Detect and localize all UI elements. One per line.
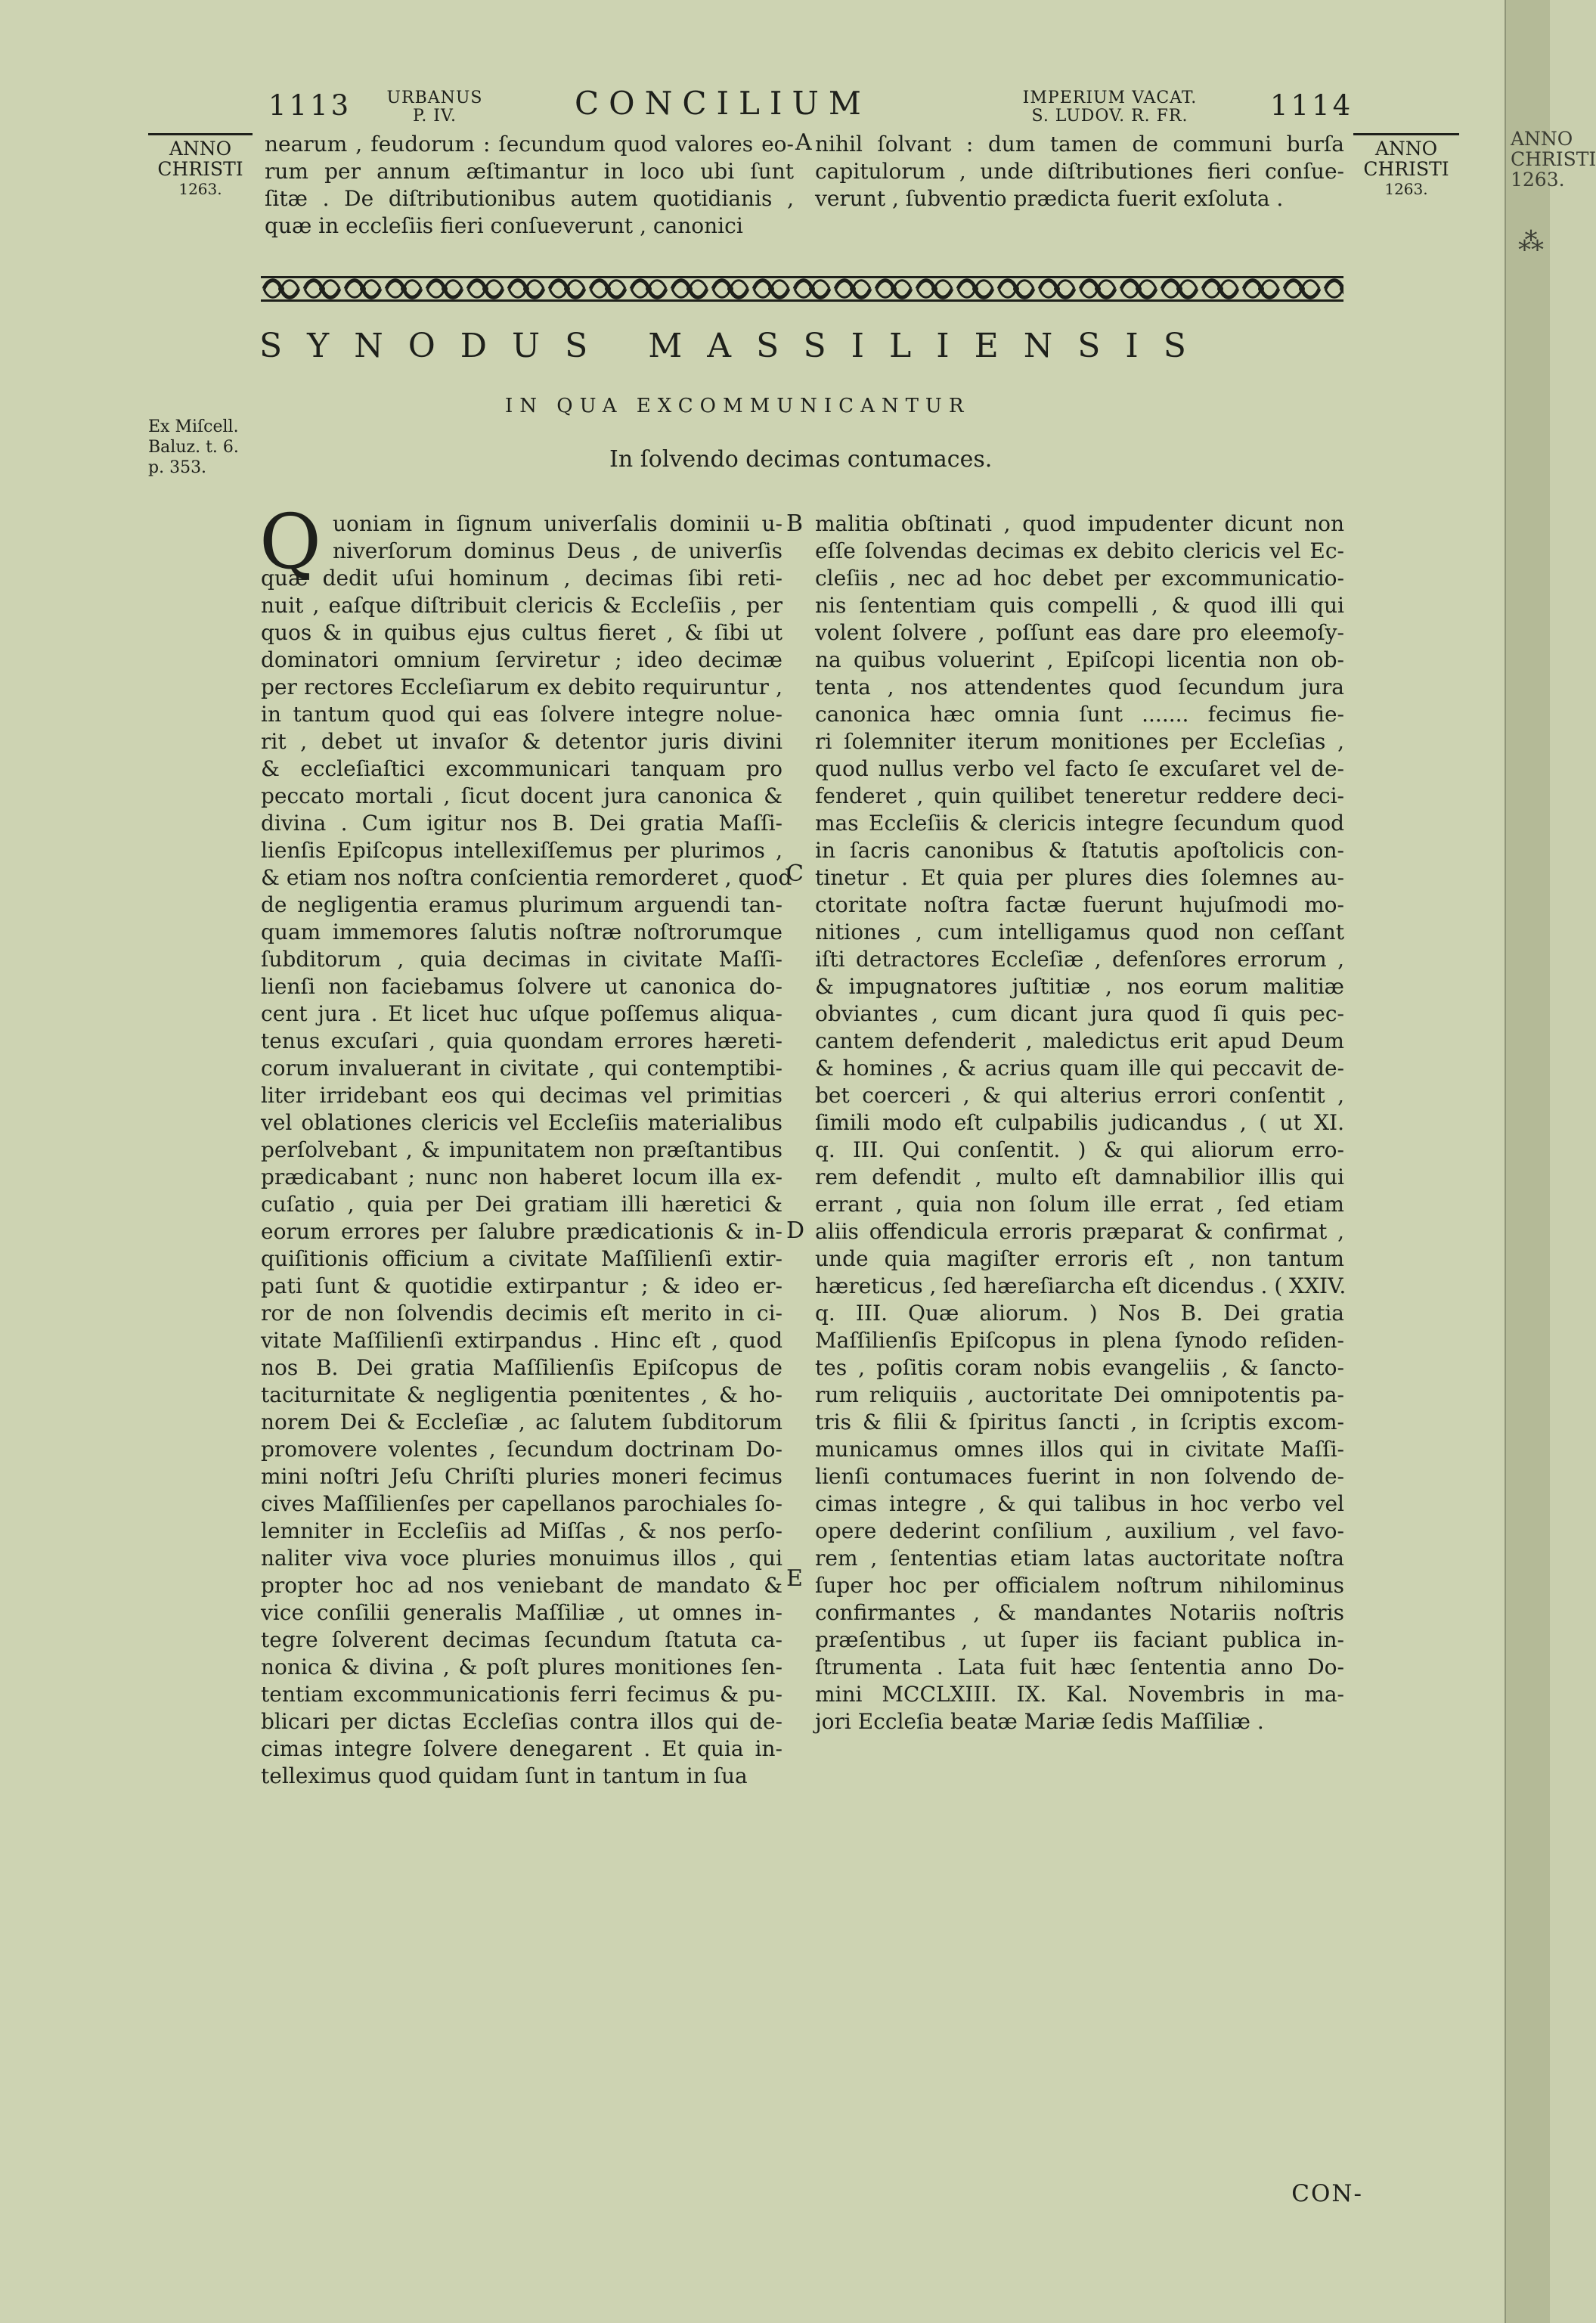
text-line: quæ dedit uſui hominum , decimas ſibi reti- xyxy=(261,566,783,591)
text-line: & homines , & acrius quam ille qui peccavit de- xyxy=(815,1056,1344,1081)
text-line: cuſatio , quia per Dei gratiam illi hæretici & xyxy=(261,1192,783,1217)
text-line: pati ſunt & quotidie extirpantur ; & ideo er- xyxy=(261,1273,783,1298)
header-center-title: CONCILIUM xyxy=(575,85,871,122)
text-line: in tantum quod qui eas ſolvere integre nolue- xyxy=(261,702,783,727)
text-line: norem Dei & Eccleſiæ , ac ſalutem ſubditorum xyxy=(261,1410,783,1434)
text-line: ſubditorum , quia decimas in civitate Maſſi- xyxy=(261,947,783,972)
text-line: rit , debet ut invaſor & detentor juris divini xyxy=(261,729,783,754)
text-line: q. III. Qui conſentit. ) & qui aliorum erro- xyxy=(815,1137,1344,1162)
text-line: rum reliquiis , auctoritate Dei omnipotentis pa- xyxy=(815,1382,1344,1407)
text-line: uoniam in ſignum univerſalis dominii u- xyxy=(333,511,783,536)
text-line: prædicabant ; nunc non haberet locum illa ex- xyxy=(261,1165,783,1189)
text-line: tegre ſolverent decimas ſecundum ſtatuta ca- xyxy=(261,1627,783,1652)
text-line: aliis offendicula erroris præparat & confirmat , xyxy=(815,1219,1344,1244)
text-line: tris & filii & ſpiritus ſancti , in ſcriptis excom- xyxy=(815,1410,1344,1434)
text-line: na quibus voluerint , Epiſcopi licentia non ob- xyxy=(815,647,1344,672)
text-line: promovere volentes , ſecundum doctrinam Do- xyxy=(261,1437,783,1462)
text-line: peccato mortali , ſicut docent jura canonica & xyxy=(261,783,783,808)
text-line: vel oblationes clericis vel Eccleſiis materialibus xyxy=(261,1110,783,1135)
text-line: cimas integre ſolvere denegarent . Et quia in- xyxy=(261,1736,783,1761)
text-line: cives Maſſilienſes per capellanos parochiales ſo- xyxy=(261,1491,783,1516)
text-line: ſtrumenta . Lata fuit hæc ſententia anno Do- xyxy=(815,1655,1344,1679)
synod-subtitle: IN QUA EXCOMMUNICANTUR xyxy=(505,395,971,417)
text-line: cimas integre , & qui talibus in hoc verbo vel xyxy=(815,1491,1344,1516)
text-line: telleximus quod quidam ſunt in tantum in ſua xyxy=(261,1763,748,1788)
catchword: CON- xyxy=(1291,2180,1363,2207)
text-line: iſti detractores Eccleſiæ , defenſores errorum , xyxy=(815,947,1344,972)
text-line: rem defendit , multo eſt damnabilior illis qui xyxy=(815,1165,1344,1189)
margin-letter-e: E xyxy=(786,1565,803,1592)
main-right-column xyxy=(815,510,1347,1735)
text-line: taciturnitate & negligentia pœnitentes , & ho- xyxy=(261,1382,783,1407)
ornamental-band xyxy=(261,274,1343,303)
text-line: obviantes , cum dicant jura quod ſi quis pec- xyxy=(815,1001,1344,1026)
text-line: cent jura . Et licet huc uſque poſſemus aliqua- xyxy=(261,1001,783,1026)
text-line: malitia obſtinati , quod impudenter dicunt non xyxy=(815,511,1344,536)
text-line: ctoritate noſtra factæ fuerunt hujuſmodi mo- xyxy=(815,892,1344,917)
text-line: ſimili modo eſt culpabilis judicandus , ( ut XI. xyxy=(815,1110,1344,1135)
text-line: nonica & divina , & poſt plures monitiones ſen- xyxy=(261,1655,783,1679)
text-line: vitate Maſſilienſi extirpandus . Hinc eſt , quod xyxy=(261,1328,783,1353)
text-line: quam immemores ſalutis noſtræ noſtrorumque xyxy=(261,920,783,944)
facing-page-year-note: ANNO CHRISTI 1263. xyxy=(1511,128,1596,191)
text-line: perſolvebant , & impunitatem non præſtantibus xyxy=(261,1137,783,1162)
text-line: & eccleſiaſtici excommunicari tanquam pro xyxy=(261,756,783,781)
text-line: præſentibus , ut ſuper iis faciant publica in- xyxy=(815,1627,1344,1652)
page-number-left: 1113 xyxy=(268,89,352,122)
header-left-title: URBANUS P. IV. xyxy=(386,88,483,126)
text-line: propter hoc ad nos veniebant de mandato & xyxy=(261,1573,783,1598)
text-line: per rectores Eccleſiarum ex debito requiruntur , xyxy=(261,675,783,699)
margin-letter-c: C xyxy=(786,861,804,887)
text-line: mini MCCLXIII. IX. Kal. Novembris in ma- xyxy=(815,1682,1344,1707)
text-line: quos & in quibus ejus cultus fieret , & ſibi ut xyxy=(261,620,783,645)
synod-subtitle-italic: In ſolvendo decimas contumaces. xyxy=(609,446,993,473)
text-line: q. III. Quæ aliorum. ) Nos B. Dei gratia xyxy=(815,1301,1344,1326)
facing-page-mark: ⁂ xyxy=(1518,227,1544,257)
text-line: municamus omnes illos qui in civitate Maſſi- xyxy=(815,1437,1344,1462)
text-line: ror de non ſolvendis decimis eſt merito in ci- xyxy=(261,1301,783,1326)
text-line: hæreticus , ſed hæreſiarcha eſt dicendus . ( XXIV. xyxy=(815,1273,1347,1298)
text-line: nuit , eaſque diſtribuit clericis & Eccleſiis , per xyxy=(261,593,783,618)
text-line: jori Eccleſia beatæ Mariæ ſedis Maſſiliæ . xyxy=(815,1709,1264,1734)
text-line: errant , quia non ſolum ille errat , ſed etiam xyxy=(815,1192,1344,1217)
text-line: mini noſtri Jeſu Chriſti pluries moneri fecimus xyxy=(261,1464,783,1489)
text-line: de negligentia eramus plurimum arguendi tan- xyxy=(261,892,783,917)
text-line: tenus excuſari , quia quondam errores hæreti- xyxy=(261,1028,783,1053)
continuation-left-column: nearum , feudorum : ſecundum quod valores eo- rum per annum æſtimantur in loco ubi ſunt ſitæ . De diſtributionibus autem quotidianis , quæ in eccleſiis fieri conſueverunt , canonici xyxy=(265,132,794,238)
header-right-title: IMPERIUM VACAT. S. LUDOV. R. FR. xyxy=(1022,88,1198,126)
text-line: eſſe ſolvendas decimas ex debito clericis vel Ec- xyxy=(815,538,1344,563)
margin-letter-a: A xyxy=(795,129,812,156)
main-left-column xyxy=(259,498,792,1790)
page-number-right: 1114 xyxy=(1270,89,1354,122)
text-line: ſuper hoc per officialem noſtrum nihilominus xyxy=(815,1573,1344,1598)
text-line: lienſi non faciebamus ſolvere ut canonica do- xyxy=(261,974,783,999)
margin-letter-d: D xyxy=(786,1217,805,1244)
text-line: tentiam excommunicationis ferri fecimus & pu- xyxy=(261,1682,783,1707)
text-line: tes , poſitis coram nobis evangeliis , & ſancto- xyxy=(815,1355,1344,1380)
synod-title: SYNODUS MASSILIENSIS xyxy=(259,327,1211,365)
text-line: tinetur . Et quia per plures dies ſolemnes au- xyxy=(815,865,1344,890)
text-line: bet coerceri , & qui alterius errori conſentit , xyxy=(815,1083,1344,1108)
text-line: rem , ſententias etiam latas auctoritate noſtra xyxy=(815,1546,1344,1571)
text-line: naliter viva voce pluries monuimus illos , qui xyxy=(261,1546,783,1571)
left-year-note: ANNO CHRISTI 1263. xyxy=(148,133,253,200)
text-line: confirmantes , & mandantes Notariis noſtris xyxy=(815,1600,1344,1625)
text-line: nos B. Dei gratia Maſſilienſis Epiſcopus de xyxy=(261,1355,783,1380)
text-line: quod nullus verbo vel facto ſe excuſaret vel de- xyxy=(815,756,1344,781)
source-reference-note: Ex Miſcell. Baluz. t. 6. p. 353. xyxy=(148,417,239,477)
text-line: blicari per dictas Eccleſias contra illos qui de- xyxy=(261,1709,783,1734)
text-line: tenta , nos attendentes quod ſecundum jura xyxy=(815,675,1344,699)
text-line: niverſorum dominus Deus , de univerſis xyxy=(333,538,783,563)
drop-cap: Q xyxy=(259,498,321,586)
year-rule xyxy=(1353,133,1459,135)
text-line: corum invaluerant in civitate , qui contemptibi- xyxy=(261,1056,783,1081)
margin-letter-b: B xyxy=(786,510,804,537)
year-rule xyxy=(148,133,253,135)
text-line: nis ſententiam quis compelli , & quod illi qui xyxy=(815,593,1344,618)
text-line: & etiam nos noſtra conſcientia remorderet , quod xyxy=(261,865,792,890)
text-line: Maſſilienſis Epiſcopus in plena ſynodo reſiden- xyxy=(815,1328,1344,1353)
text-line: lienſi contumaces fuerint in non ſolvendo de- xyxy=(815,1464,1344,1489)
text-line: in ſacris canonibus & ſtatutis apoſtolicis con- xyxy=(815,838,1344,863)
text-line: cantem defenderit , maledictus erit apud Deum xyxy=(815,1028,1344,1053)
text-line: lemniter in Eccleſiis ad Miſſas , & nos perſo- xyxy=(261,1518,783,1543)
text-line: liter irridebant eos qui decimas vel primitias xyxy=(261,1083,783,1108)
text-line: vice conſilii generalis Maſſiliæ , ut omnes in- xyxy=(261,1600,783,1625)
right-year-note: ANNO CHRISTI 1263. xyxy=(1353,133,1459,200)
text-line: eorum errores per ſalubre prædicationis & in- xyxy=(261,1219,783,1244)
text-line: & impugnatores juſtitiæ , nos eorum malitiæ xyxy=(815,974,1344,999)
text-line: nitiones , cum intelligamus quod non ceſſant xyxy=(815,920,1344,944)
text-line: ri ſolemniter iterum monitiones per Eccleſias , xyxy=(815,729,1344,754)
text-line: volent ſolvere , poſſunt eas dare pro eleemoſy- xyxy=(815,620,1344,645)
text-line: dominatori omnium ſerviretur ; ideo decimæ xyxy=(261,647,783,672)
continuation-right-column: nihil ſolvant : dum tamen de communi burſa capitulorum , unde diſtributiones fieri conſue- verunt , ſubventio prædicta fuerit exſoluta . xyxy=(815,132,1344,211)
text-line: quiſitionis officium a civitate Maſſilienſi extir- xyxy=(261,1246,783,1271)
text-line: fenderet , quin quilibet teneretur reddere deci- xyxy=(815,783,1344,808)
text-line: lienſis Epiſcopus intellexiſſemus per plurimos , xyxy=(261,838,783,863)
text-line: canonica hæc omnia ſunt ....... fecimus fie- xyxy=(815,702,1344,727)
text-line: unde quia magiſter erroris eſt , non tantum xyxy=(815,1246,1344,1271)
text-line: opere dederint conſilium , auxilium , vel favo- xyxy=(815,1518,1344,1543)
text-line: cleſiis , nec ad hoc debet per excommunicatio- xyxy=(815,566,1344,591)
text-line: mas Eccleſiis & clericis integre ſecundum quod xyxy=(815,811,1344,836)
text-line: divina . Cum igitur nos B. Dei gratia Maſſi- xyxy=(261,811,783,836)
